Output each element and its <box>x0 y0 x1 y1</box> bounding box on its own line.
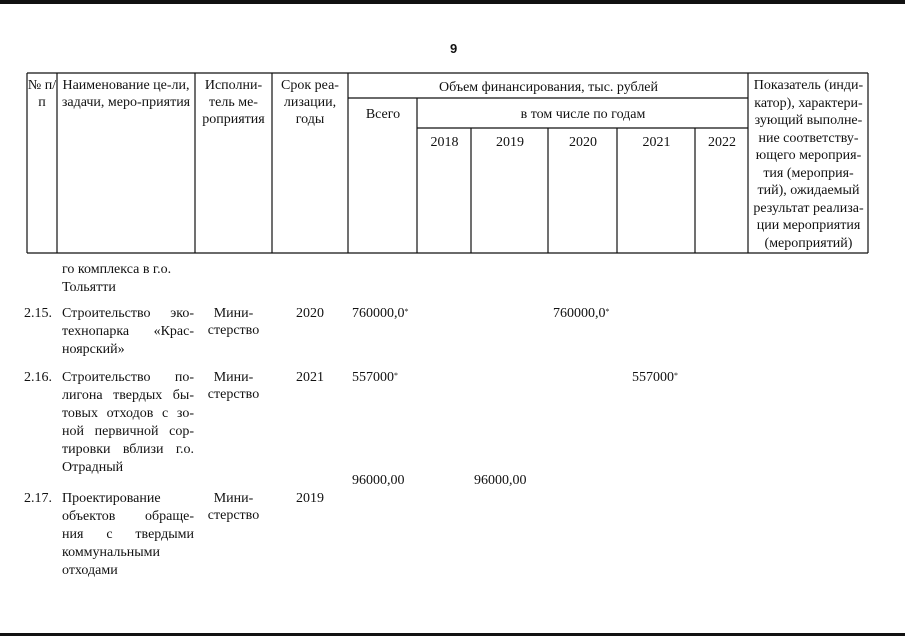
row-executor-line: Мини- <box>213 491 254 506</box>
row-name-line: Строительство по- <box>62 370 194 385</box>
carryover-text <box>62 261 194 297</box>
row-executor <box>196 305 271 339</box>
carryover-line: го комплекса в г.о. <box>62 262 172 277</box>
row-y2019: 96000,00 <box>474 473 527 488</box>
row-executor-line: стерство <box>207 508 260 523</box>
row-y2020 <box>553 305 610 322</box>
header-total: Всего <box>365 107 401 122</box>
row-executor <box>196 490 271 524</box>
row-name-line: лигона твердых бы- <box>62 388 194 403</box>
row-total-value: 760000,0 <box>352 306 405 321</box>
row-total <box>352 369 398 386</box>
row-executor <box>196 369 271 403</box>
row-name <box>62 369 194 477</box>
row-executor-line: стерство <box>207 323 260 338</box>
row-name-line: коммунальными <box>62 545 160 560</box>
bottom-rule <box>0 633 905 636</box>
row-num: 2.17. <box>24 491 52 506</box>
top-rule <box>0 0 905 4</box>
row-total <box>352 305 409 322</box>
row-name-line: Проектирование <box>62 491 161 506</box>
row-name-line: технопарка «Крас- <box>62 324 194 339</box>
row-name <box>62 490 194 580</box>
row-name-line: объектов обраще- <box>62 509 194 524</box>
row-name-line: отходами <box>62 563 118 578</box>
row-name-line: товых отходов с зо- <box>62 406 194 421</box>
row-name-line: ноярский» <box>62 342 125 357</box>
row-term: 2021 <box>296 370 324 385</box>
header-num: № п/п <box>27 78 57 110</box>
header-year-2021: 2021 <box>642 135 671 150</box>
row-term: 2019 <box>296 491 324 506</box>
header-year-2019: 2019 <box>496 135 524 150</box>
footnote-mark: * <box>404 307 409 316</box>
header-executor: Исполни-тель ме-роприятия <box>202 78 265 127</box>
row-name-line: Строительство эко- <box>62 306 194 321</box>
row-executor-line: Мини- <box>213 370 254 385</box>
page-number: 9 <box>450 41 458 56</box>
row-total-value: 557000 <box>352 370 394 385</box>
row-y2020-value: 760000,0 <box>553 306 606 321</box>
row-term: 2020 <box>296 306 324 321</box>
row-y2021-value: 557000 <box>632 370 674 385</box>
row-name-line: ной первичной сор- <box>62 424 194 439</box>
header-year-2022: 2022 <box>708 135 736 150</box>
row-y2021 <box>632 369 678 386</box>
carryover-line: Тольятти <box>62 280 116 295</box>
row-name-line: тировки вблизи г.о. <box>62 442 194 457</box>
row-executor-line: Мини- <box>213 306 254 321</box>
header-term: Срок реа-лизации, годы <box>281 78 339 127</box>
header-funding: Объем финансирования, тыс. рублей <box>438 80 659 95</box>
header-year-2018: 2018 <box>430 135 459 150</box>
row-executor-line: стерство <box>207 387 260 402</box>
header-name: Наименование це-ли, задачи, меро-приятия <box>61 78 191 110</box>
footnote-mark: * <box>394 371 398 380</box>
row-total: 96000,00 <box>352 473 405 488</box>
header-year-2020: 2020 <box>569 135 597 150</box>
row-name-line: ния с твердыми <box>62 527 194 542</box>
row-name <box>62 305 194 359</box>
row-name-line: Отрадный <box>62 460 124 475</box>
row-num: 2.16. <box>24 370 52 385</box>
header-indicator: Показатель (инди-катор), характери-зующий выполне-ние соответству-ющего мероприя-тия (мероприя-тий), ожидаемый результат реализа-ции мероприятия (мероприятий) <box>753 78 864 251</box>
row-num: 2.15. <box>24 306 52 321</box>
header-by-years: в том числе по годам <box>520 107 646 122</box>
footnote-mark: * <box>674 371 678 380</box>
footnote-mark: * <box>605 307 610 316</box>
